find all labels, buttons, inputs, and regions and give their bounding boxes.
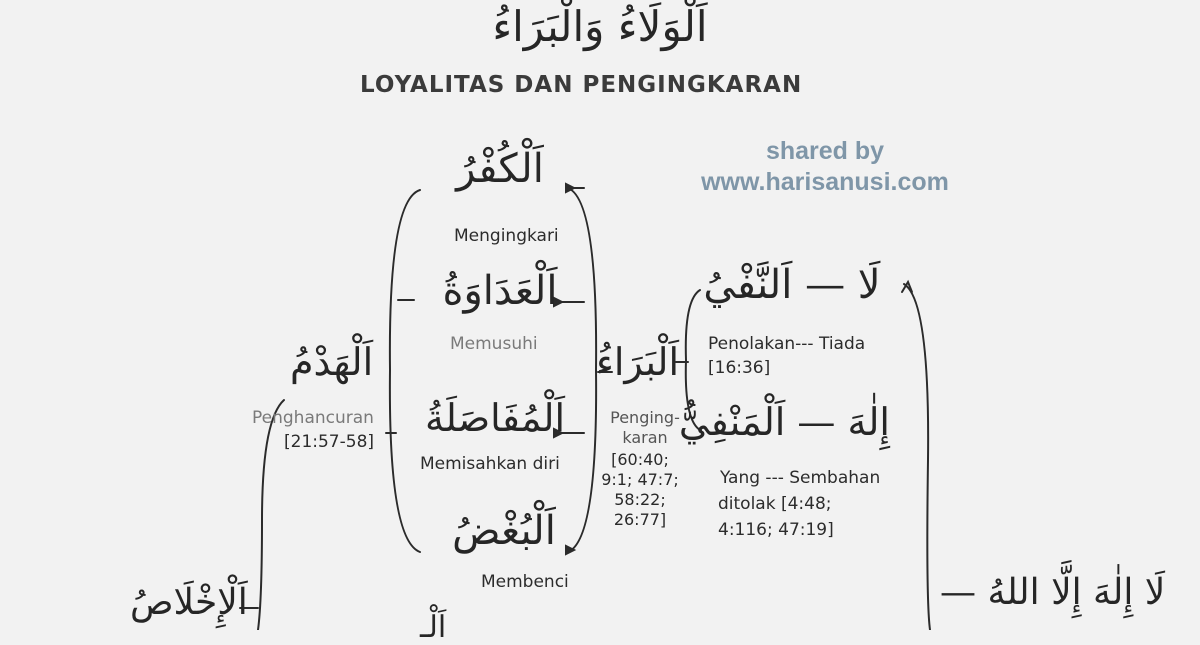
hadm-arabic: اَلْهَدْمُ [290, 340, 374, 384]
bara-refs [600, 450, 680, 530]
manfi-ref-1: ditolak [4:48; [718, 494, 832, 514]
bara-label-1: Penging- [610, 408, 680, 427]
page-subtitle: LOYALITAS DAN PENGINGKARAN [360, 72, 803, 98]
bara-ref-1: [60:40; [611, 450, 669, 469]
bughd-arabic: اَلْبُغْضُ [452, 508, 556, 554]
bara-ref-2: 9:1; 47:7; [601, 470, 679, 489]
bara-ref-4: 26:77] [613, 510, 667, 529]
bara-arabic: اَلْبَرَاءُ [596, 340, 679, 384]
right-group-bracket [568, 188, 596, 552]
left-group-bracket [390, 190, 420, 552]
manfi-ref-2: 4:116; 47:19] [718, 520, 834, 540]
mufasala-label: Memisahkan diri [420, 454, 560, 474]
hadm-label: Penghancuran [252, 408, 374, 428]
manfi-label: Yang --- Sembahan [720, 468, 881, 488]
watermark-line-1: shared by [765, 137, 885, 165]
manfi-arabic: إِلٰهَ — اَلْمَنْفِيُّ [678, 400, 890, 444]
kufr-label: Mengingkari [454, 226, 559, 246]
mufasala-arabic: اَلْمُفَاصَلَةُ [424, 396, 566, 440]
bara-label-2: karan [622, 428, 668, 447]
watermark-url: www.harisanusi.com [701, 168, 949, 196]
hadm-ref: [21:57-58] [284, 432, 375, 452]
nafi-label: Penolakan--- Tiada [708, 334, 866, 354]
watermark [670, 136, 980, 198]
ikhlas-connector [258, 400, 284, 630]
bottom-partial-arabic: اَلْـ [420, 610, 447, 645]
bara-label [610, 408, 680, 448]
shahada-arabic: لَا إِلٰهَ إِلَّا اللهُ — [940, 572, 1166, 613]
arabic-title: اَلْوَلَاءُ وَالْبَرَاءُ [492, 2, 708, 51]
adawa-arabic: اَلْعَدَاوَةُ [442, 268, 558, 314]
arrow-bughd [566, 546, 574, 554]
bara-ref-3: 58:22; [614, 490, 666, 509]
adawa-label: Memusuhi [450, 334, 538, 354]
nafi-arabic: لَا — اَلنَّفْيُ [703, 262, 881, 308]
bughd-label: Membenci [481, 572, 569, 592]
shahada-bracket [904, 284, 930, 630]
ikhlas-arabic: اَلْإِخْلَاصُ [130, 582, 248, 623]
kufr-arabic: اَلْكُفْرُ [456, 146, 544, 192]
nafi-ref: [16:36] [708, 358, 771, 378]
